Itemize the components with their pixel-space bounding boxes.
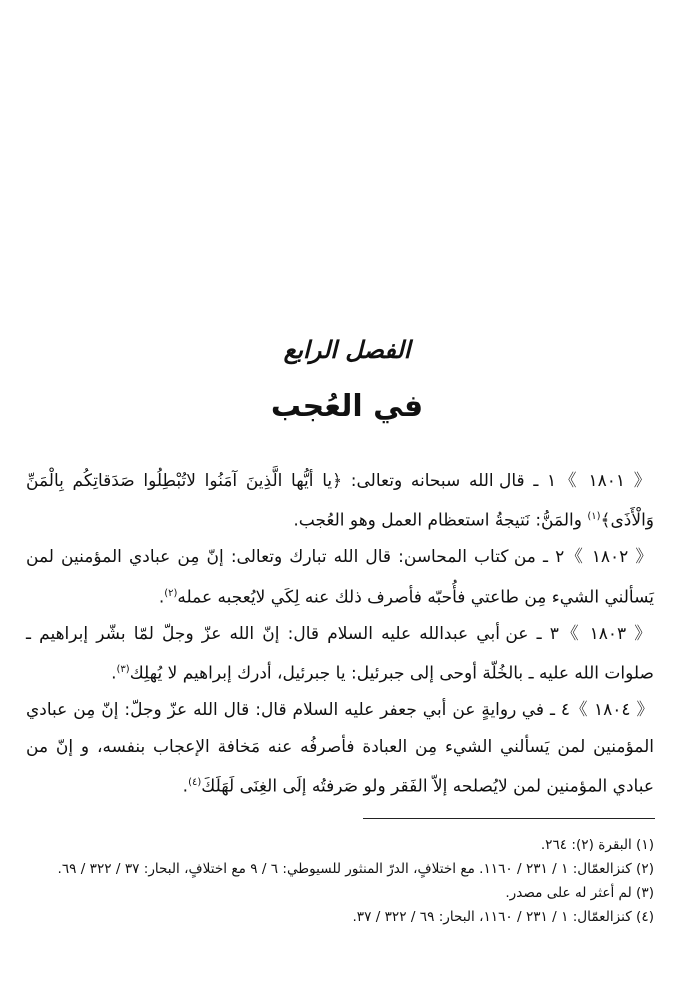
footnote-3: (٣) لم أعثر له على مصدر. (505, 885, 654, 901)
footnote-1: (١) البقرة (٢): ٢٦٤. (540, 837, 654, 853)
footnote-ref[interactable]: (١) (587, 511, 601, 523)
hadith-paragraph-1802 (26, 539, 654, 615)
footnote-ref[interactable]: (٢) (164, 587, 178, 599)
footnote-ref[interactable]: (٤) (188, 777, 202, 789)
hadith-text-tail: . (158, 587, 165, 608)
hadith-text-tail: . (182, 776, 189, 797)
footnote-2: (٢) كنزالعمّال: ١ / ٢٣١ / ١١٦٠. مع اختلافٍ، الدرّ المنثور للسيوطي: ٦ / ٩ مع اختلافٍ، البحار: ٣٧ / ٣٢٢ / ٦٩. (57, 861, 654, 877)
hadith-paragraph-1801 (26, 463, 654, 539)
hadith-text: عن أبي عبدالله عليه السلام قال: إنّ الله عزّ وجلّ لمّا بشّر إبراهيم ـ صلوات الله عليه ـ بالخُلّة أوحى إلى جبرئيل: يا جبرئيل، أدرك إبراهيم لا يُهلِك (26, 623, 654, 684)
hadith-text-tail: . (111, 664, 117, 684)
chapter-label: الفصل الرابع (283, 336, 411, 364)
hadith-text: في روايةٍ عن أبي جعفر عليه السلام قال: قال الله عزّ وجلّ: إنّ مِن عبادي المؤمنين لمن يَسألني الشيء مِن العبادة فأصرفُه عنه مَخافة الإعجاب بنفسه، و إنّ من عبادي المؤمنين لمن لايُصلحه إلاّ الفَقر ولو صَرفتُه إلَى الغِنَى لَهَلَكَ (26, 700, 654, 797)
hadith-paragraph-1803 (26, 616, 654, 692)
hadith-number: 《 ١٨٠٤ 》٤ ـ (549, 700, 655, 721)
footnote-4: (٤) كنزالعمّال: ١ / ٢٣١ / ١١٦٠، البحار: ٦٩ / ٣٢٢ / ٣٧. (352, 909, 654, 925)
footnote-divider (363, 818, 655, 819)
hadith-text: قال الله سبحانه وتعالى: ﴿يا أيُّها الَّذِينَ آمَنُوا لاتُبْطِلُوا صَدَقاتِكُم بِالْمَنِّ وَالْأَذَى﴾ (26, 471, 654, 532)
hadith-text: من كتاب المحاسن: قال الله تبارك وتعالى: إنّ مِن عبادي المؤمنين لمن يَسألني الشيء مِن طاعتي فأُحبّه فأصرف ذلك عنه لِكَي لايُعجبه عمله (26, 547, 654, 608)
chapter-title: في العُجب (270, 389, 424, 424)
body-text (26, 463, 654, 805)
hadith-number: 《 ١٨٠١ 》١ ـ (533, 471, 655, 491)
hadith-number: 《 ١٨٠٣ 》٣ ـ (536, 623, 655, 644)
hadith-text-tail: والمَنُّ: نَتيجةُ استعظام العمل وهو العُجب. (293, 511, 588, 532)
footnotes (20, 833, 654, 929)
hadith-paragraph-1804 (26, 692, 654, 805)
footnote-ref[interactable]: (٣) (116, 664, 130, 676)
hadith-number: 《 ١٨٠٢ 》٢ ـ (543, 547, 655, 568)
